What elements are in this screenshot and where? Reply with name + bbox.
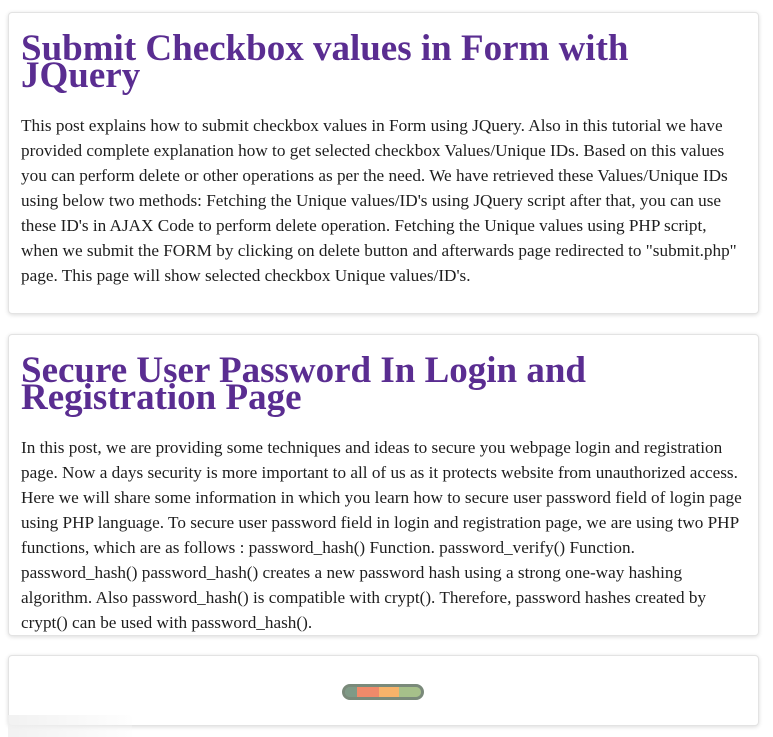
post-card <box>8 334 759 636</box>
post-title-link[interactable]: Secure User Password In Login and Registration Page <box>21 350 587 418</box>
post-title <box>21 350 746 418</box>
loading-bar-segment <box>399 687 421 697</box>
loading-bar-icon <box>342 684 424 700</box>
footer-shadow <box>8 715 132 737</box>
post-title <box>21 28 746 96</box>
post-excerpt: In this post, we are providing some techniques and ideas to secure you webpage login and registration page. Now a days security is more important to all of us as it protects website from unauthorized access. Here we will share some information in which you learn how to secure user password field of login page using PHP language. To secure user password field in login and registration page, we are using two PHP functions, which are as follows : password_hash() Function. password_verify() Function. password_hash() password_hash() creates a new password hash using a strong one-way hashing algorithm. Also password_hash() is compatible with crypt(). Therefore, password hashes created by crypt() can be used with password_hash(). <box>21 438 742 632</box>
post-title-link[interactable]: Submit Checkbox values in Form with JQuery <box>21 28 629 96</box>
loading-bar-segment <box>357 687 379 697</box>
loading-bar-segment <box>379 687 399 697</box>
post-card <box>8 12 759 314</box>
post-excerpt: This post explains how to submit checkbox values in Form using JQuery. Also in this tutorial we have provided complete explanation how to get selected checkbox Values/Unique IDs. Based on this values you can perform delete or other operations as per the need. We have retrieved these Values/Unique IDs using below two methods: Fetching the Unique values/ID's using JQuery script after that, you can use these ID's in AJAX Code to perform delete operation. Fetching the Unique values using PHP script, when we submit the FORM by clicking on delete button and afterwards page redirected to "submit.php" page. This page will show selected checkbox Unique values/ID's. <box>21 116 737 285</box>
loading-bar-segment <box>345 687 357 697</box>
